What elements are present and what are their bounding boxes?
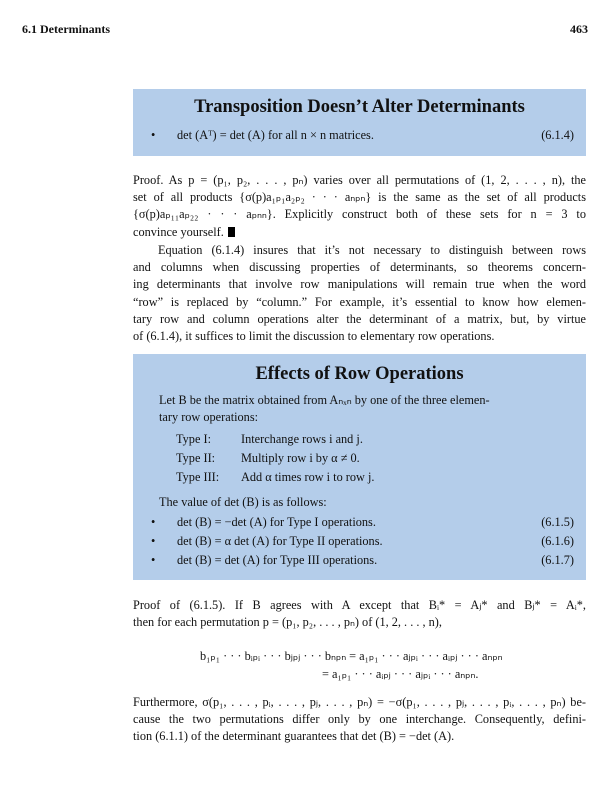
- text-line: cause the two permutations differ only by one interchange. Consequently, defini-: [133, 712, 586, 727]
- theorem-title: Transposition Doesn’t Alter Determinants: [194, 97, 525, 117]
- display-equation-2: = a₁ₚ₁ · · · aᵢₚⱼ · · · aⱼₚᵢ · · · aₙₚₙ.: [322, 667, 479, 681]
- effect-type-3: • det (B) = det (A) for Type III operations. (6.1.7): [151, 553, 574, 567]
- text-line: set of all products {σ(p)a₁ₚ₁a₂ₚ₂ · · · aₙₚₙ} is the same as the set of all products: [133, 190, 586, 205]
- text-line: Proof. As p = (p₁, p₂, . . . , pₙ) varies over all permutations of (1, 2, . . . , n), the: [133, 173, 586, 187]
- paragraph-furthermore: [133, 694, 586, 746]
- effect-type-2: • det (B) = α det (A) for Type II operations. (6.1.6): [151, 534, 574, 548]
- text-line: {σ(p)aₚ₁₁aₚ₂₂ · · · aₚₙₙ}. Explicitly construct both of these sets for n = 3 to: [133, 207, 586, 222]
- qed-symbol: [228, 227, 235, 237]
- theorem-intro: [159, 392, 572, 426]
- text-line: Furthermore, σ(p₁, . . . , pᵢ, . . . , pⱼ, . . . , pₙ) = −σ(p₁, . . . , pⱼ, . . . , pᵢ, . . . , pₙ) be-: [133, 695, 586, 709]
- value-line: The value of det (B) is as follows:: [159, 495, 327, 509]
- running-head: [22, 22, 588, 40]
- statement-text: det (Aᵀ) = det (A) for all n × n matrices.: [177, 128, 374, 142]
- text-line: of (6.1.4), it suffices to limit the discussion to elementary row operations.: [133, 328, 495, 343]
- bullet: •: [151, 128, 156, 142]
- equation-label: (6.1.7): [541, 553, 574, 567]
- text-line: “row” is replaced by “column.” For example, it’s essential to know how elemen-: [133, 294, 586, 309]
- text-line: ing determinants that involve row manipulations will remain true when the word: [133, 277, 586, 292]
- equation-label: (6.1.5): [541, 515, 574, 529]
- display-equation-1: b₁ₚ₁ · · · bᵢₚᵢ · · · bⱼₚⱼ · · · bₙₚₙ = a₁ₚ₁ · · · aⱼₚᵢ · · · aᵢₚⱼ · · · aₙₚₙ: [200, 649, 503, 663]
- text-line: tary row and column operations alter the determinant of a matrix, but, by virtue: [133, 311, 586, 326]
- text-line: and columns when discussing properties of determinants, so theorems concern-: [133, 260, 586, 275]
- paragraph-equation-insures: [133, 242, 586, 345]
- section-title: 6.1 Determinants: [22, 22, 110, 36]
- text-line: tary row operations:: [159, 410, 259, 424]
- text-line: tion (6.1.1) of the determinant guarantees that det (B) = −det (A).: [133, 729, 455, 744]
- text-line: Let B be the matrix obtained from Aₙₓₙ by one of the three elemen-: [159, 393, 490, 407]
- theorem-box-transposition: [133, 89, 586, 156]
- text-line: Proof of (6.1.5). If B agrees with A except that Bᵢ* = Aⱼ* and Bⱼ* = Aᵢ*,: [133, 598, 586, 612]
- page-number: 463: [570, 22, 588, 36]
- theorem-title: Effects of Row Operations: [255, 364, 464, 384]
- proof-row-interchange: [133, 597, 586, 631]
- proof-transposition: [133, 172, 586, 241]
- text-line: convince yourself.: [133, 224, 586, 241]
- equation-label: (6.1.4): [541, 128, 574, 142]
- theorem-statement: [151, 126, 574, 144]
- text-line: Equation (6.1.4) insures that it’s not necessary to distinguish between rows: [158, 243, 586, 257]
- text-line: then for each permutation p = (p₁, p₂, . . . , pₙ) of (1, 2, . . . , n),: [133, 615, 442, 630]
- effect-type-1: • det (B) = −det (A) for Type I operations. (6.1.5): [151, 515, 574, 529]
- theorem-box-row-operations: Effects of Row Operations Let B be the matrix obtained from Aₙₓₙ by one of the three elemen- tary row operations: Type I: Interchange rows i and j. Type II: Multiply row i by α ≠ 0. Type III: Add α times row i to row j. The value of det (B) is as follows: • det (B) = −det (A) for Type I operations. (6.1.5) • det (B) = α det (A) for Type II operations. (6.1.6) • det (B) = det (A) for Type III operations. (6.1.7): [133, 354, 586, 580]
- equation-label: (6.1.6): [541, 534, 574, 548]
